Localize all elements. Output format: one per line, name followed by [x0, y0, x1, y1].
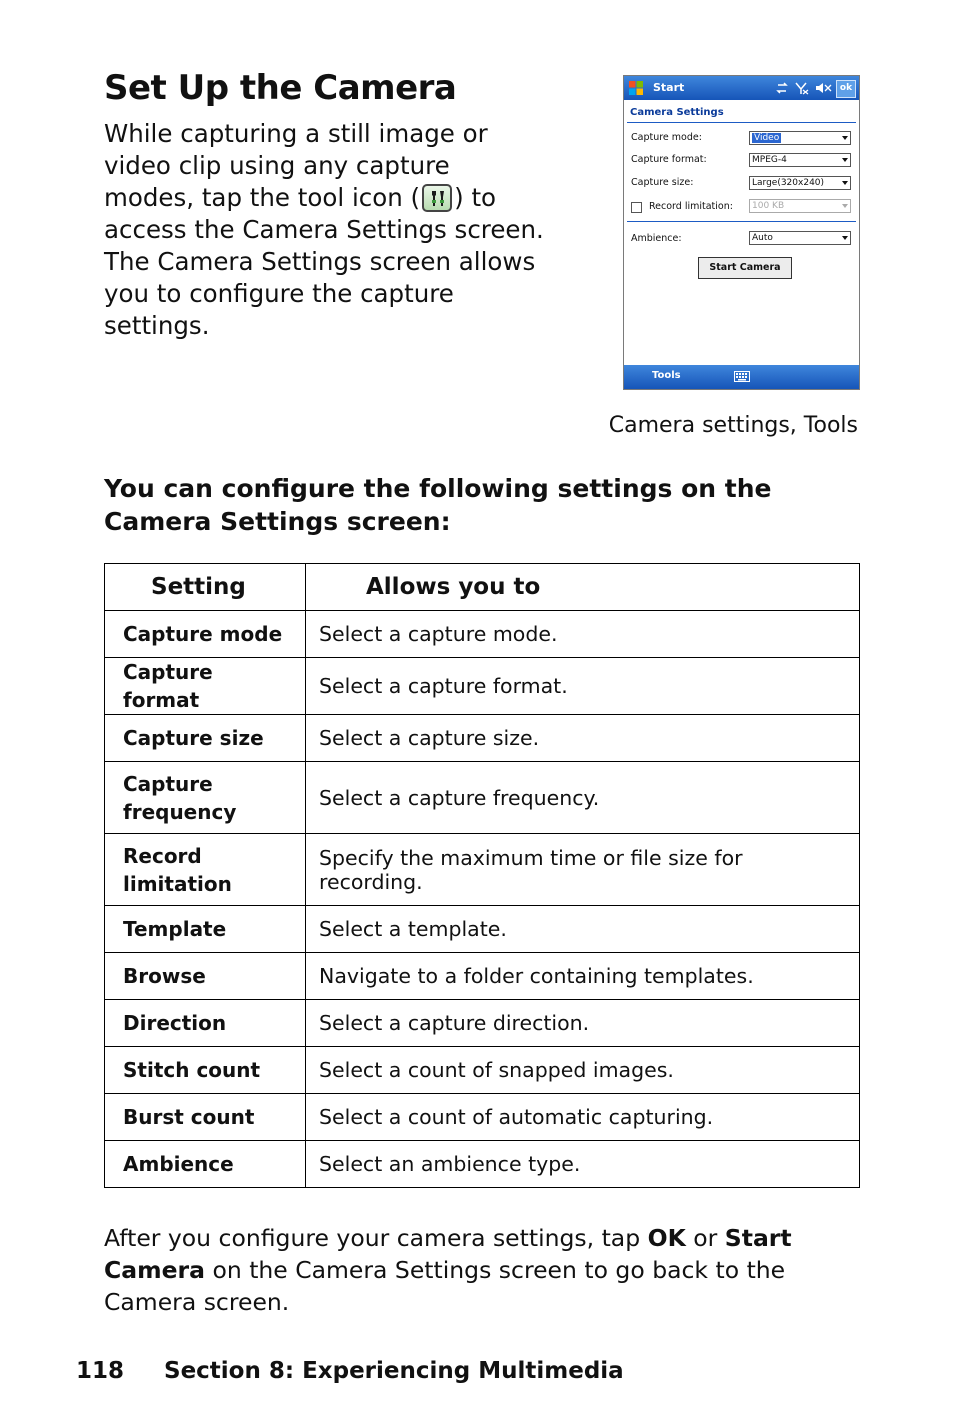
setting-description: Select a template. — [306, 906, 860, 953]
setting-description: Select a capture format. — [306, 658, 860, 715]
table-header-row — [105, 564, 860, 611]
setting-name: Burst count — [105, 1094, 306, 1141]
setting-name: Template — [105, 906, 306, 953]
table-row — [105, 834, 860, 906]
table-row — [105, 1141, 860, 1188]
tools-menu-button[interactable]: Tools — [652, 370, 681, 381]
camera-settings-screenshot — [623, 75, 860, 390]
chevron-down-icon — [842, 136, 848, 140]
table-row — [105, 953, 860, 1000]
menu-bar — [624, 365, 859, 389]
page-footer — [76, 1358, 624, 1384]
ambience-label: Ambience: — [631, 233, 682, 244]
table-row — [105, 762, 860, 834]
page-title: Set Up the Camera — [104, 68, 457, 108]
screen-title: Camera Settings — [630, 107, 724, 118]
chevron-down-icon — [842, 236, 848, 240]
setting-name: Record limitation — [105, 834, 306, 906]
setting-description: Specify the maximum time or file size for recording. — [306, 834, 860, 906]
page-number: 118 — [76, 1358, 125, 1384]
figure-caption: Camera settings, Tools — [608, 413, 858, 438]
setting-name: Capture size — [105, 715, 306, 762]
no-signal-icon — [803, 90, 808, 94]
setting-description: Select a capture direction. — [306, 1000, 860, 1047]
speaker-icon — [816, 83, 823, 93]
settings-table — [104, 563, 860, 1188]
ok-button[interactable]: ok — [836, 80, 856, 98]
windows-logo-icon[interactable] — [628, 80, 644, 96]
divider — [627, 122, 856, 123]
setting-name: Direction — [105, 1000, 306, 1047]
intro-text-after: ) to access the Camera Settings screen. The Camera Settings screen allows you to configure the capture settings. — [104, 183, 544, 340]
connectivity-icon — [778, 83, 786, 93]
setting-description: Select a count of automatic capturing. — [306, 1094, 860, 1141]
table-row — [105, 1094, 860, 1141]
capture-mode-select[interactable]: Video — [749, 131, 851, 145]
chevron-down-icon — [842, 158, 848, 162]
table-row — [105, 658, 860, 715]
section-subheading: You can configure the following settings on the Camera Settings screen: — [104, 474, 772, 536]
chevron-down-icon — [842, 204, 848, 208]
start-camera-reference: Start Camera — [104, 1224, 792, 1284]
table-row — [105, 1000, 860, 1047]
table-row — [105, 1047, 860, 1094]
setting-name: Capture frequency — [105, 762, 306, 834]
table-row — [105, 611, 860, 658]
setting-description: Select a count of snapped images. — [306, 1047, 860, 1094]
record-limitation-select[interactable]: 100 KB — [749, 199, 851, 213]
chevron-down-icon — [842, 181, 848, 185]
capture-format-select[interactable]: MPEG-4 — [749, 153, 851, 167]
setting-name: Stitch count — [105, 1047, 306, 1094]
keyboard-icon[interactable] — [734, 371, 750, 382]
setting-description: Select a capture mode. — [306, 611, 860, 658]
setting-description: Navigate to a folder containing templates. — [306, 953, 860, 1000]
setting-description: Select an ambience type. — [306, 1141, 860, 1188]
setting-description: Select a capture frequency. — [306, 762, 860, 834]
setting-name: Capture mode — [105, 611, 306, 658]
setting-description: Select a capture size. — [306, 715, 860, 762]
section-title: Section 8: Experiencing Multimedia — [164, 1358, 624, 1384]
closing-text-1: After you configure your camera settings, tap — [104, 1224, 648, 1252]
status-icons — [776, 81, 834, 95]
capture-format-label: Capture format: — [631, 154, 707, 165]
setting-name: Capture format — [105, 658, 306, 715]
column-header-allows: Allows you to — [306, 564, 860, 611]
record-limitation-label: Record limitation: — [649, 201, 733, 212]
intro-text-before: While capturing a still image or video clip using any capture modes, tap the tool icon ( — [104, 119, 488, 212]
setting-name: Ambience — [105, 1141, 306, 1188]
table-row — [105, 715, 860, 762]
start-camera-button[interactable]: Start Camera — [698, 257, 792, 279]
capture-mode-label: Capture mode: — [631, 132, 702, 143]
capture-size-select[interactable]: Large(320x240) — [749, 176, 851, 190]
ok-reference: OK — [647, 1224, 686, 1252]
closing-text-3: on the Camera Settings screen to go back to the Camera screen. — [104, 1256, 786, 1316]
tool-icon — [422, 184, 452, 212]
intro-paragraph — [104, 118, 544, 342]
closing-paragraph — [104, 1222, 874, 1318]
record-limitation-checkbox[interactable] — [631, 202, 642, 213]
divider — [627, 221, 856, 222]
title-bar — [624, 76, 859, 100]
setting-name: Browse — [105, 953, 306, 1000]
closing-text-2: or — [685, 1224, 725, 1252]
table-row — [105, 906, 860, 953]
start-menu-button[interactable]: Start — [653, 81, 685, 94]
column-header-setting: Setting — [105, 564, 306, 611]
ambience-select[interactable]: Auto — [749, 231, 851, 245]
capture-size-label: Capture size: — [631, 177, 694, 188]
mute-icon — [825, 85, 831, 91]
